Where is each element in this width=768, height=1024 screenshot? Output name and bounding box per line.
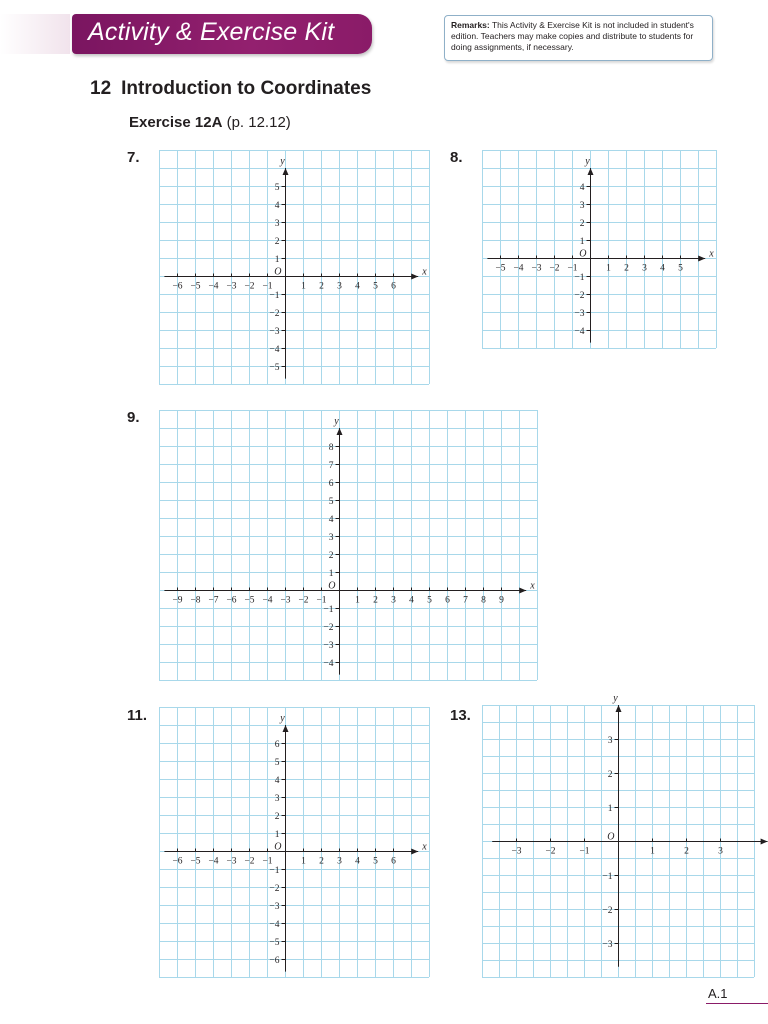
- x-tick-label: 4: [355, 856, 360, 867]
- y-tick-label: −5: [269, 938, 280, 948]
- y-tick-label: 1: [579, 237, 585, 247]
- x-tick-label: −5: [190, 856, 201, 867]
- x-tick-label: 2: [684, 846, 689, 857]
- y-tick-label: −2: [269, 309, 280, 319]
- x-axis-label: x: [709, 248, 714, 260]
- x-tick-label: −4: [208, 856, 219, 867]
- coordinate-grid-11: [159, 707, 430, 983]
- x-axis-arrow: [519, 588, 526, 594]
- y-tick-label: −5: [269, 363, 280, 373]
- x-tick-label: −4: [513, 263, 524, 274]
- remarks-box: [444, 15, 713, 61]
- x-tick-label: 2: [319, 856, 324, 867]
- question-label: 8.: [450, 149, 463, 166]
- x-tick-label: −1: [262, 281, 273, 292]
- question-label: 13.: [450, 707, 471, 724]
- x-tick-label: 3: [337, 281, 342, 292]
- y-tick-label: 4: [579, 183, 585, 193]
- x-tick-label: 2: [373, 595, 378, 606]
- x-tick-label: 6: [445, 595, 450, 606]
- y-axis-label: y: [613, 693, 618, 704]
- x-tick-label: 9: [499, 595, 504, 606]
- chapter-heading: [90, 78, 371, 100]
- y-tick-label: −3: [602, 940, 613, 950]
- x-tick-label: 6: [391, 856, 396, 867]
- x-tick-label: 5: [373, 281, 378, 292]
- x-axis-arrow: [761, 839, 768, 845]
- x-tick-label: −5: [244, 595, 255, 606]
- y-axis-arrow: [337, 428, 343, 435]
- y-tick-label: 3: [607, 736, 613, 746]
- x-tick-label: −2: [549, 263, 560, 274]
- x-tick-label: 7: [463, 595, 468, 606]
- x-tick-label: −6: [172, 281, 183, 292]
- x-tick-label: 8: [481, 595, 486, 606]
- x-tick-label: −7: [208, 595, 219, 606]
- x-tick-label: −3: [226, 856, 237, 867]
- x-tick-label: 1: [301, 281, 306, 292]
- y-axis-label: y: [334, 416, 339, 427]
- x-tick-label: 1: [301, 856, 306, 867]
- y-axis-label: y: [280, 156, 285, 167]
- grid-svg: [482, 693, 755, 978]
- y-tick-label: 4: [274, 201, 280, 211]
- y-tick-label: −4: [323, 659, 334, 669]
- y-axis-arrow: [616, 705, 622, 712]
- x-tick-label: −4: [262, 595, 273, 606]
- origin-label: O: [579, 248, 587, 260]
- y-tick-label: 3: [274, 219, 280, 229]
- x-axis-label: x: [422, 841, 427, 853]
- y-tick-label: 1: [607, 804, 613, 814]
- y-tick-label: −1: [269, 866, 280, 876]
- y-tick-label: 2: [274, 237, 280, 247]
- x-tick-label: −3: [531, 263, 542, 274]
- y-tick-label: −2: [269, 884, 280, 894]
- exercise-page-ref: (p. 12.12): [226, 114, 291, 131]
- x-tick-label: 3: [718, 846, 723, 857]
- y-tick-label: 5: [328, 497, 334, 507]
- x-tick-label: −8: [190, 595, 201, 606]
- y-tick-label: −6: [269, 956, 280, 966]
- coordinate-grid-13: [482, 693, 755, 983]
- y-tick-label: 4: [328, 515, 334, 525]
- y-tick-label: −3: [574, 309, 585, 319]
- x-tick-label: −6: [226, 595, 237, 606]
- x-tick-label: −1: [567, 263, 578, 274]
- y-tick-label: 1: [274, 830, 280, 840]
- y-tick-label: −1: [323, 605, 334, 615]
- question-label: 11.: [127, 707, 148, 724]
- x-axis-label: x: [422, 266, 427, 278]
- x-tick-label: −2: [244, 281, 255, 292]
- y-tick-label: 7: [328, 461, 334, 471]
- x-tick-label: 3: [391, 595, 396, 606]
- question-label: 7.: [127, 149, 140, 166]
- x-tick-label: 6: [391, 281, 396, 292]
- grid-svg: [159, 410, 538, 681]
- y-tick-label: −1: [269, 291, 280, 301]
- y-axis-arrow: [283, 725, 289, 732]
- x-axis-arrow: [698, 256, 705, 262]
- origin-label: O: [274, 841, 282, 853]
- x-tick-label: −2: [298, 595, 309, 606]
- x-tick-label: −9: [172, 595, 183, 606]
- chapter-title: Introduction to Coordinates: [121, 78, 372, 99]
- y-tick-label: −4: [574, 327, 585, 337]
- x-tick-label: −5: [495, 263, 506, 274]
- x-tick-label: 2: [624, 263, 629, 274]
- y-tick-label: 4: [274, 776, 280, 786]
- x-tick-label: −4: [208, 281, 219, 292]
- remarks-label: Remarks:: [451, 20, 490, 30]
- coordinate-grid-7: [159, 150, 430, 390]
- y-tick-label: 1: [274, 255, 280, 265]
- x-axis-arrow: [411, 274, 418, 280]
- y-axis-arrow: [588, 168, 594, 175]
- y-tick-label: −2: [574, 291, 585, 301]
- y-tick-label: 3: [328, 533, 334, 543]
- x-axis-arrow: [411, 849, 418, 855]
- y-tick-label: 3: [274, 794, 280, 804]
- x-tick-label: 5: [427, 595, 432, 606]
- x-tick-label: 4: [409, 595, 414, 606]
- x-tick-label: 5: [373, 856, 378, 867]
- x-tick-label: −1: [579, 846, 590, 857]
- y-tick-label: −3: [269, 902, 280, 912]
- y-tick-label: 2: [328, 551, 334, 561]
- y-tick-label: −2: [323, 623, 334, 633]
- y-tick-label: 1: [328, 569, 334, 579]
- x-tick-label: 4: [660, 263, 665, 274]
- y-tick-label: −2: [602, 906, 613, 916]
- x-tick-label: −2: [545, 846, 556, 857]
- y-axis-arrow: [283, 168, 289, 175]
- y-tick-label: 6: [328, 479, 334, 489]
- x-tick-label: 4: [355, 281, 360, 292]
- y-tick-label: −4: [269, 920, 280, 930]
- origin-label: O: [328, 580, 336, 592]
- x-tick-label: 1: [650, 846, 655, 857]
- x-tick-label: −1: [262, 856, 273, 867]
- y-tick-label: 5: [274, 183, 280, 193]
- grid-svg: [159, 150, 430, 385]
- x-tick-label: −1: [316, 595, 327, 606]
- x-tick-label: −3: [511, 846, 522, 857]
- coordinate-grid-9: [159, 410, 538, 686]
- origin-label: O: [607, 831, 615, 843]
- y-tick-label: −3: [269, 327, 280, 337]
- x-axis-label: x: [530, 580, 535, 592]
- x-tick-label: 1: [606, 263, 611, 274]
- x-tick-label: 1: [355, 595, 360, 606]
- x-tick-label: 5: [678, 263, 683, 274]
- x-tick-label: −3: [226, 281, 237, 292]
- y-axis-label: y: [280, 713, 285, 724]
- y-tick-label: 2: [274, 812, 280, 822]
- exercise-heading: [129, 114, 291, 131]
- banner-fade: [0, 14, 70, 54]
- exercise-title: Exercise 12A: [129, 114, 223, 131]
- y-tick-label: −1: [602, 872, 613, 882]
- y-tick-label: −1: [574, 273, 585, 283]
- x-tick-label: −2: [244, 856, 255, 867]
- y-tick-label: 8: [328, 443, 334, 453]
- y-tick-label: 6: [274, 740, 280, 750]
- x-tick-label: 3: [642, 263, 647, 274]
- origin-label: O: [274, 266, 282, 278]
- footer-rule: [706, 1003, 768, 1004]
- page-number: A.1: [708, 986, 728, 1001]
- question-label: 9.: [127, 409, 140, 426]
- x-tick-label: −3: [280, 595, 291, 606]
- grid-svg: [482, 150, 717, 349]
- y-tick-label: 2: [579, 219, 585, 229]
- chapter-number: 12: [90, 78, 112, 99]
- x-tick-label: 2: [319, 281, 324, 292]
- y-tick-label: 3: [579, 201, 585, 211]
- x-tick-label: 3: [337, 856, 342, 867]
- y-tick-label: −3: [323, 641, 334, 651]
- y-tick-label: 5: [274, 758, 280, 768]
- kit-title: Activity & Exercise Kit: [88, 18, 335, 46]
- x-tick-label: −6: [172, 856, 183, 867]
- x-tick-label: −5: [190, 281, 201, 292]
- remarks-text: This Activity & Exercise Kit is not included in student's edition. Teachers may make copies and distribute to students for doing assignments, if necessary.: [451, 20, 694, 52]
- y-tick-label: 2: [607, 770, 613, 780]
- y-tick-label: −4: [269, 345, 280, 355]
- y-axis-label: y: [585, 156, 590, 167]
- grid-svg: [159, 707, 430, 978]
- coordinate-grid-8: [482, 150, 717, 354]
